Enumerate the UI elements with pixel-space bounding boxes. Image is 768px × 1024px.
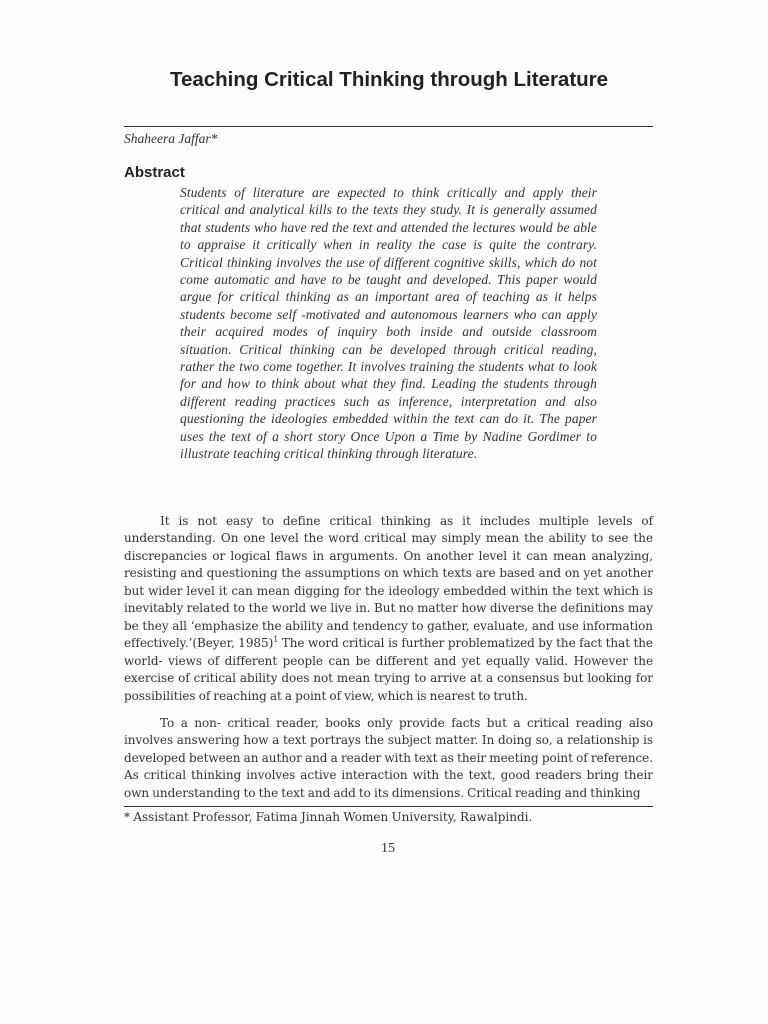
- footnote-divider: [124, 806, 653, 807]
- author-name: Shaheera Jaffar*: [124, 131, 218, 146]
- paragraph-1-text-b: The word critical is further problematized by the fact that the world- views of different people can be different and yet equally valid. However the exercise of critical ability does not mean trying to arrive at a consensus but looking for possibilities of reaching at a point of view, which is nearest to truth.: [124, 636, 653, 703]
- paper-title: Teaching Critical Thinking through Literature: [169, 68, 609, 91]
- paragraph-1-text-a: It is not easy to define critical thinking as it includes multiple levels of understanding. On one level the word critical may simply mean the ability to see the discrepancies or logical flaws in arguments. On another level it can mean analyzing, resisting and questioning the assumptions on which texts are based and on yet another but wider level it can mean digging for the ideology embedded within the text which is inevitably related to the world we live in. But no matter how diverse the definitions may be they all ‘emphasize the ability and tendency to gather, evaluate, and use information effectively.’(Beyer, 1985): [124, 514, 653, 651]
- body-paragraph-1: [124, 513, 653, 705]
- footnote: * Assistant Professor, Fatima Jinnah Women University, Rawalpindi.: [124, 810, 533, 824]
- page-number: 15: [381, 841, 395, 856]
- footnote-reference: 1: [273, 635, 279, 645]
- title-divider: [124, 126, 653, 127]
- body-paragraph-2: [124, 715, 653, 802]
- abstract-heading: Abstract: [124, 164, 185, 181]
- abstract-text: Students of literature are expected to think critically and apply their critical and analytical kills to the texts they study. It is generally assumed that students who have red the text and attended the lectures would be able to appraise it critically when in reality the case is quite the contrary. Critical thinking involves the use of different cognitive skills, which do not come automatic and have to be taught and developed. This paper would argue for critical thinking as an important area of teaching as it helps students become self -motivated and autonomous learners who can apply their acquired modes of inquiry both inside and outside classroom situation. Critical thinking can be developed through critical reading, rather the two come together. It involves training the students what to look for and how to think about what they find. Leading the students through different reading practices such as inference, interpretation and also questioning the ideologies embedded within the text can do it. The paper uses the text of a short story Once Upon a Time by Nadine Gordimer to illustrate teaching critical thinking through literature.: [180, 185, 597, 462]
- paragraph-2-text: To a non- critical reader, books only provide facts but a critical reading also involves answering how a text portrays the subject matter. In doing so, a relationship is developed between an author and a reader with text as their meeting point of reference. As critical thinking involves active interaction with the text, good readers bring their own understanding to the text and add to its dimensions. Critical reading and thinking: [124, 716, 653, 800]
